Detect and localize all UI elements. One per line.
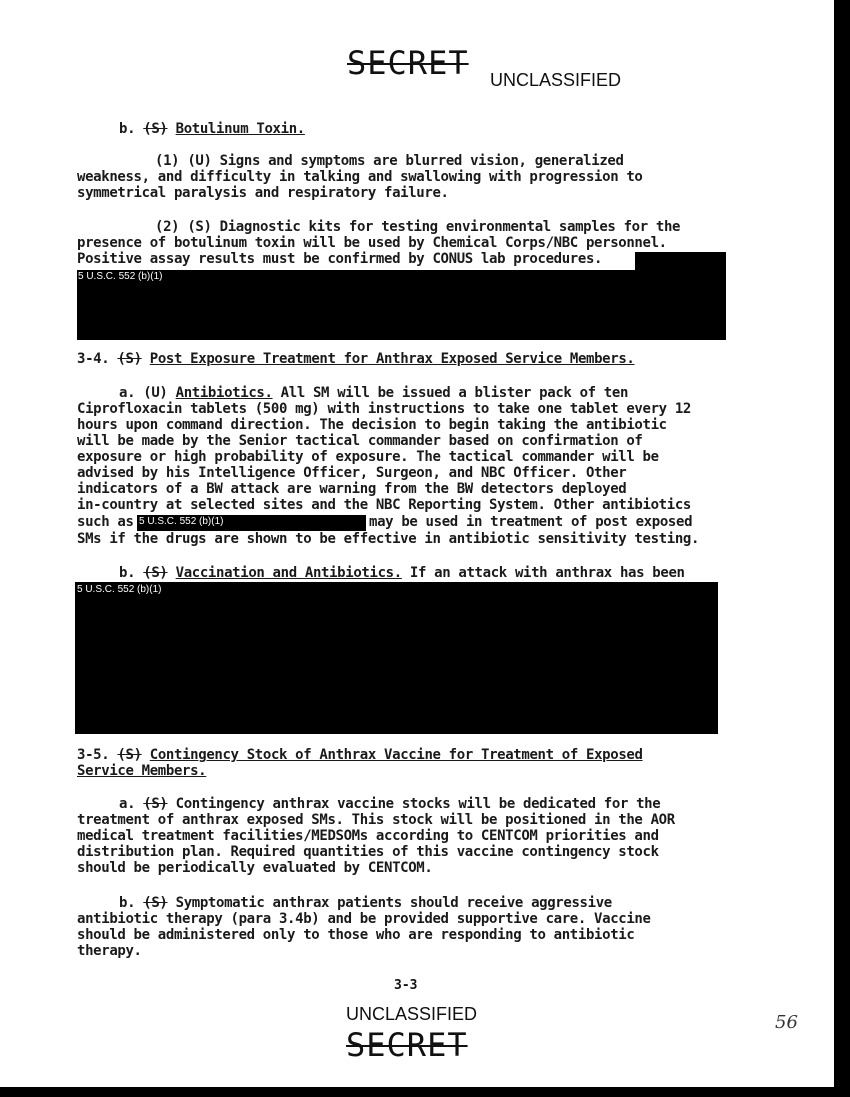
paragraph-line: hours upon command direction. The decision to begin taking the antibiotic bbox=[77, 417, 667, 433]
section-number: 3-5. bbox=[77, 747, 110, 763]
page-number: 3-3 bbox=[394, 978, 418, 993]
paragraph-line: in-country at selected sites and the NBC Reporting System. Other antibiotics bbox=[77, 497, 691, 513]
header-secret-mark: SECRET bbox=[347, 44, 469, 82]
section-letter: b. bbox=[119, 121, 136, 137]
classification-marking: (S) bbox=[117, 351, 142, 367]
classification-marking: (S) bbox=[143, 796, 168, 812]
handwritten-page-note: 56 bbox=[775, 1012, 798, 1033]
section-title: Botulinum Toxin. bbox=[175, 121, 305, 137]
redaction-block bbox=[75, 582, 718, 734]
paragraph-line: SMs if the drugs are shown to be effective in antibiotic sensitivity testing. bbox=[77, 531, 700, 547]
paragraph-text: If an attack with anthrax has been bbox=[409, 565, 685, 581]
paragraph-line: treatment of anthrax exposed SMs. This stock will be positioned in the AOR bbox=[77, 812, 675, 828]
classification-marking: (U) bbox=[143, 385, 168, 401]
paragraph-line: will be made by the Senior tactical commander based on confirmation of bbox=[77, 433, 643, 449]
paragraph-line: (2) (S) Diagnostic kits for testing environmental samples for the bbox=[155, 219, 681, 235]
section-number: 3-4. bbox=[77, 351, 110, 367]
paragraph-line: Positive assay results must be confirmed by CONUS lab procedures. bbox=[77, 251, 603, 267]
section-3-4-heading bbox=[77, 351, 727, 367]
classification-marking: (S) bbox=[143, 895, 168, 911]
classification-marking: (S) bbox=[117, 747, 142, 763]
paragraph-line: therapy. bbox=[77, 943, 142, 959]
paragraph-line: indicators of a BW attack are warning from the BW detectors deployed bbox=[77, 481, 627, 497]
paragraph-line: advised by his Intelligence Officer, Surgeon, and NBC Officer. Other bbox=[77, 465, 627, 481]
paragraph-line: Ciprofloxacin tablets (500 mg) with instructions to take one tablet every 12 bbox=[77, 401, 691, 417]
page-edge-right bbox=[834, 0, 850, 1097]
paragraph-line: antibiotic therapy (para 3.4b) and be provided supportive care. Vaccine bbox=[77, 911, 651, 927]
paragraph-line: (1) (U) Signs and symptoms are blurred vision, generalized bbox=[155, 153, 624, 169]
paragraph-text: Contingency anthrax vaccine stocks will be dedicated for the bbox=[175, 796, 661, 812]
paragraph-line: presence of botulinum toxin will be used by Chemical Corps/NBC personnel. bbox=[77, 235, 667, 251]
classification-marking: (S) bbox=[143, 121, 168, 137]
redaction-block bbox=[635, 252, 726, 270]
header-unclassified-mark: UNCLASSIFIED bbox=[490, 70, 622, 90]
section-letter: b. bbox=[119, 895, 136, 911]
paragraph-line: should be periodically evaluated by CENTCOM. bbox=[77, 860, 433, 876]
footer-secret-mark: SECRET bbox=[346, 1026, 468, 1064]
section-b-heading bbox=[119, 121, 769, 137]
paragraph-text: Symptomatic anthrax patients should receive aggressive bbox=[175, 895, 612, 911]
paragraph-line: should be administered only to those who are responding to antibiotic bbox=[77, 927, 635, 943]
subsection-title: Vaccination and Antibiotics. bbox=[175, 565, 402, 581]
section-title: Post Exposure Treatment for Anthrax Exposed Service Members. bbox=[149, 351, 635, 367]
subsection-title: Antibiotics. bbox=[175, 385, 273, 401]
redaction-label: 5 U.S.C. 552 (b)(1) bbox=[78, 271, 163, 282]
paragraph-line bbox=[119, 796, 769, 812]
paragraph-line: may be used in treatment of post exposed bbox=[369, 514, 693, 530]
section-letter: a. bbox=[119, 796, 136, 812]
paragraph-line: weakness, and difficulty in talking and swallowing with progression to bbox=[77, 169, 643, 185]
redaction-block bbox=[77, 270, 726, 340]
classification-marking: (S) bbox=[143, 565, 168, 581]
paragraph-line bbox=[119, 895, 769, 911]
page-edge-bottom bbox=[0, 1087, 850, 1097]
paragraph-line: symmetrical paralysis and respiratory failure. bbox=[77, 185, 449, 201]
section-letter: a. bbox=[119, 385, 136, 401]
paragraph-line: medical treatment facilities/MEDSOMs according to CENTCOM priorities and bbox=[77, 828, 659, 844]
paragraph-text: All SM will be issued a blister pack of ten bbox=[280, 385, 629, 401]
footer-unclassified-mark: UNCLASSIFIED bbox=[346, 1004, 478, 1024]
paragraph-line bbox=[119, 385, 769, 401]
redaction-label: 5 U.S.C. 552 (b)(1) bbox=[77, 584, 162, 595]
paragraph-line: such as bbox=[77, 514, 134, 530]
section-letter: b. bbox=[119, 565, 136, 581]
paragraph-line: exposure or high probability of exposure. The tactical commander will be bbox=[77, 449, 659, 465]
section-3-5-heading bbox=[77, 747, 727, 763]
paragraph-line bbox=[119, 565, 769, 581]
section-title: Contingency Stock of Anthrax Vaccine for Treatment of Exposed bbox=[149, 747, 643, 763]
paragraph-line: distribution plan. Required quantities of this vaccine contingency stock bbox=[77, 844, 659, 860]
section-title-continued: Service Members. bbox=[77, 763, 207, 779]
redaction-label: 5 U.S.C. 552 (b)(1) bbox=[139, 516, 224, 527]
